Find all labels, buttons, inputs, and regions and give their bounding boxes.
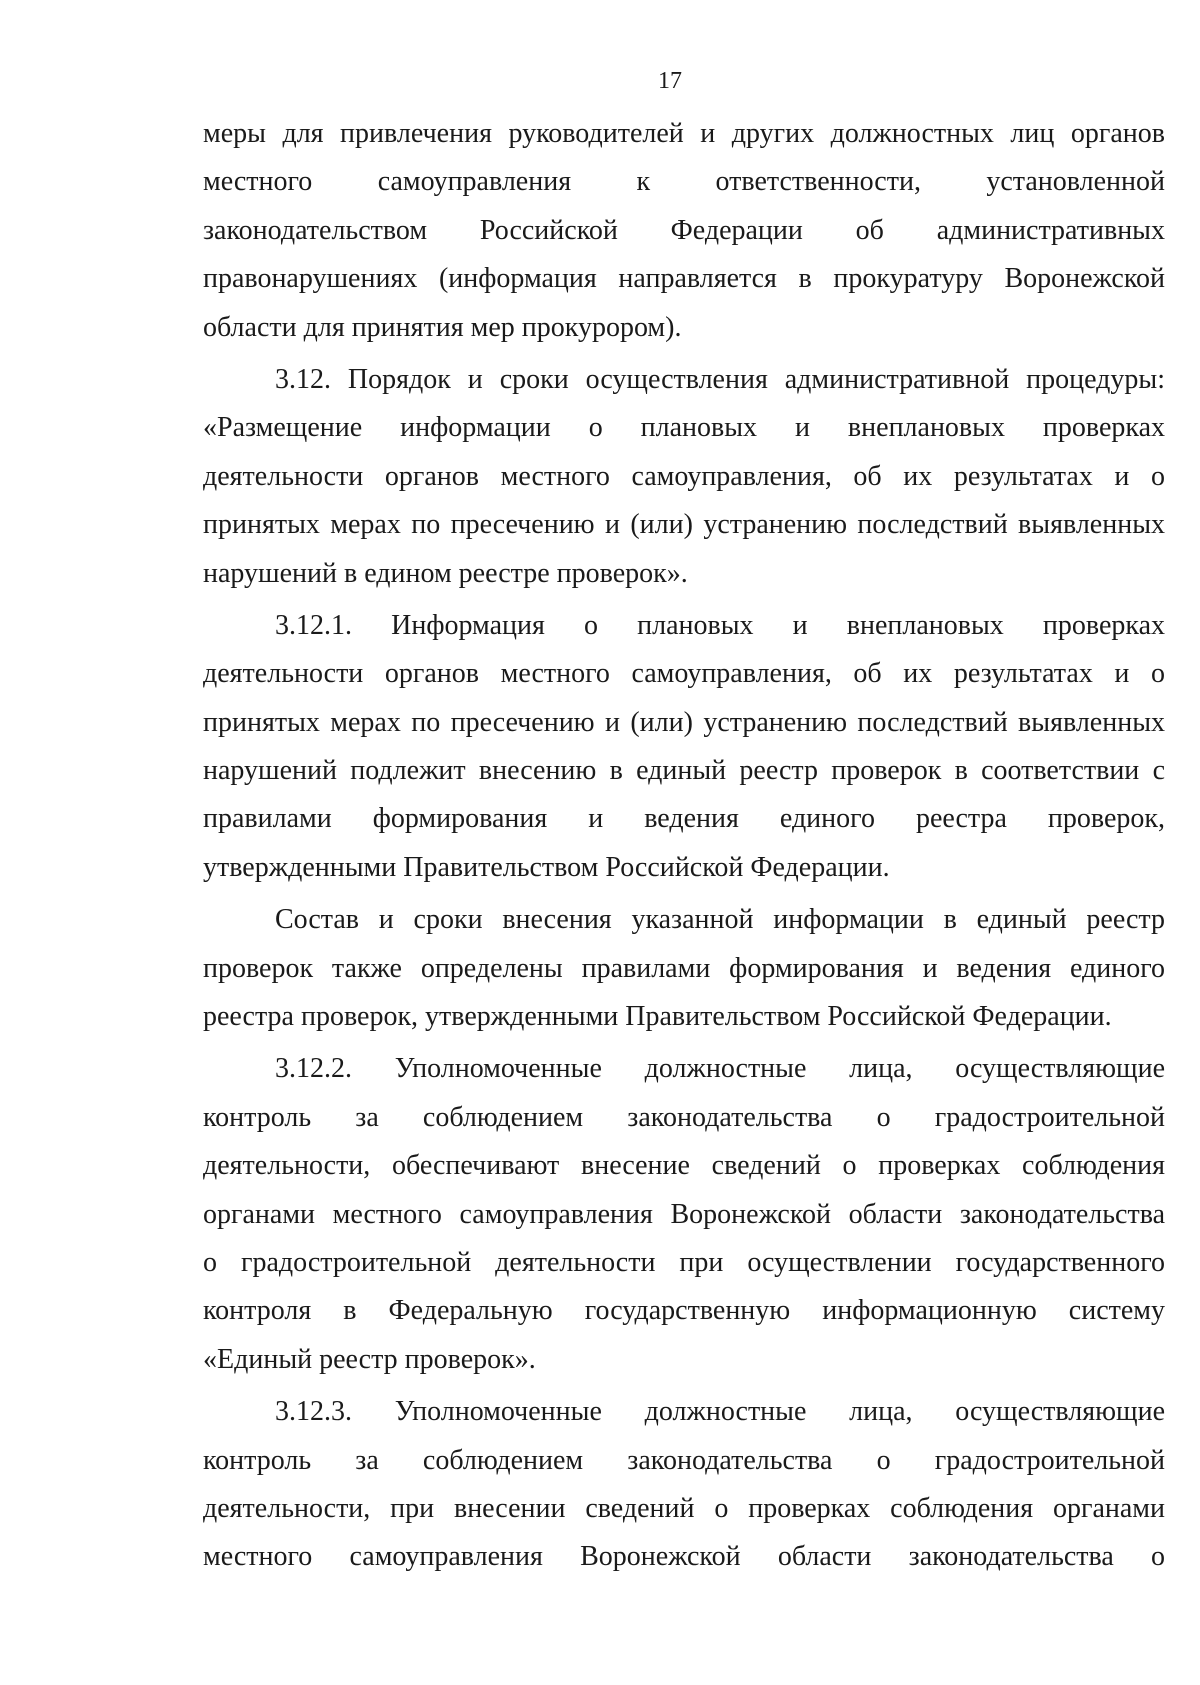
text-line: принятых мерах по пресечению и (или) устранению последствий выявленных	[203, 706, 1165, 738]
document-body	[203, 110, 1165, 1582]
text-line: деятельности, обеспечивают внесение сведений о проверках соблюдения	[203, 1150, 1165, 1182]
text-line: принятых мерах по пресечению и (или) устранению последствий выявленных	[203, 509, 1165, 541]
text-line: реестра проверок, утвержденными Правительством Российской Федерации.	[203, 1001, 1112, 1033]
text-line: правонарушениях (информация направляется в прокуратуру Воронежской	[203, 263, 1165, 295]
paragraph-p5	[203, 1045, 1165, 1384]
text-line: деятельности, при внесении сведений о проверках соблюдения органами	[203, 1492, 1165, 1524]
text-line: 3.12.2. Уполномоченные должностные лица, осуществляющие	[275, 1053, 1165, 1085]
text-line: правилами формирования и ведения единого реестра проверок,	[203, 803, 1165, 835]
text-line: 3.12.3. Уполномоченные должностные лица, осуществляющие	[275, 1396, 1165, 1428]
text-line: 3.12.1. Информация о плановых и внеплановых проверках	[275, 609, 1165, 641]
text-line: нарушений в едином реестре проверок».	[203, 557, 688, 589]
text-line: «Единый реестр проверок».	[203, 1343, 536, 1375]
paragraph-p2	[203, 356, 1165, 598]
text-line: «Размещение информации о плановых и внеплановых проверках	[203, 412, 1165, 444]
text-line: проверок также определены правилами формирования и ведения единого	[203, 952, 1165, 984]
paragraph-p6	[203, 1388, 1165, 1582]
text-line: области для принятия мер прокурором).	[203, 311, 682, 343]
text-line: деятельности органов местного самоуправления, об их результатах и о	[203, 460, 1165, 492]
text-line: утвержденными Правительством Российской Федерации.	[203, 851, 890, 883]
text-line: органами местного самоуправления Воронежской области законодательства	[203, 1198, 1165, 1230]
text-line: законодательством Российской Федерации об административных	[203, 214, 1165, 246]
text-line: контроль за соблюдением законодательства о градостроительной	[203, 1101, 1165, 1133]
paragraph-p3	[203, 602, 1165, 892]
text-line: Состав и сроки внесения указанной информации в единый реестр	[275, 904, 1165, 936]
text-line: местного самоуправления Воронежской области законодательства о	[203, 1541, 1165, 1573]
text-line: меры для привлечения руководителей и других должностных лиц органов	[203, 118, 1165, 149]
text-line: контроль за соблюдением законодательства о градостроительной	[203, 1444, 1165, 1476]
paragraph-p4	[203, 896, 1165, 1041]
text-line: деятельности органов местного самоуправления, об их результатах и о	[203, 658, 1165, 690]
page-number: 17	[658, 68, 682, 94]
paragraph-p1	[203, 110, 1165, 352]
text-line: нарушений подлежит внесению в единый реестр проверок в соответствии с	[203, 755, 1165, 787]
text-line: о градостроительной деятельности при осуществлении государственного	[203, 1246, 1165, 1278]
text-line: 3.12. Порядок и сроки осуществления административной процедуры:	[275, 363, 1165, 395]
text-line: местного самоуправления к ответственности, установленной	[203, 166, 1165, 198]
text-line: контроля в Федеральную государственную информационную систему	[203, 1295, 1165, 1327]
